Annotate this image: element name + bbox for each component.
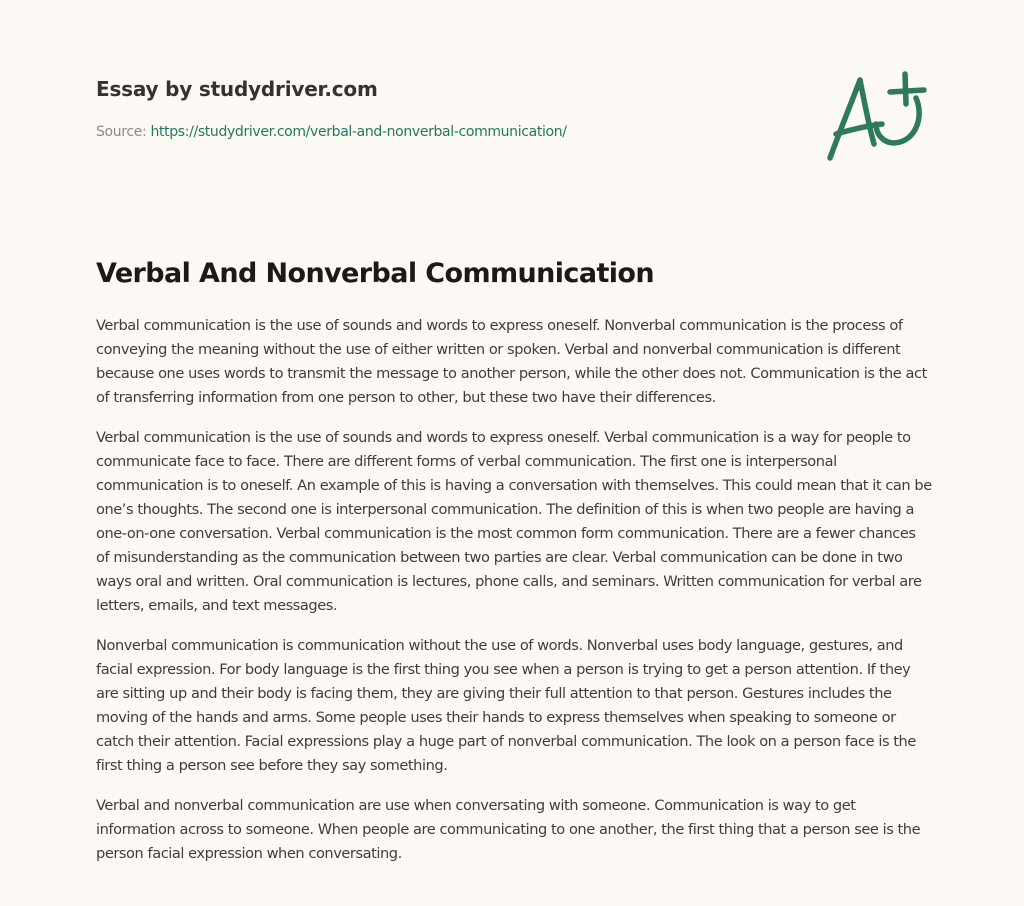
article-body [96, 314, 932, 882]
paragraph-4: Verbal and nonverbal communication are use when conversating with someone. Communication is way to get information across to someone. When people are communicating to one another, the first thing that a person see is the person facial expression when conversating. [96, 797, 921, 862]
paragraph-2: Verbal communication is the use of sounds and words to express oneself. Verbal communication is a way for people to communicate face to face. There are different forms of verbal communication. The first one is interpersonal communication is to oneself. An example of this is having a conversation with themselves. This could mean that it can be one’s thoughts. The second one is interpersonal communication. The definition of this is when two people are having a one-on-one conversation. Verbal communication is the most common form communication. There are a fewer chances of misunderstanding as the communication between two parties are clear. Verbal communication can be done in two ways oral and written. Oral communication is lectures, phone calls, and seminars. Written communication for verbal are letters, emails, and text messages. [96, 429, 932, 614]
paragraph-1: Verbal communication is the use of sounds and words to express oneself. Nonverbal communication is the process of conveying the meaning without the use of either written or spoken. Verbal and nonverbal communication is different because one uses words to transmit the message to another person, while the other does not. Communication is the act of transferring information from one person to other, but these two have their differences. [96, 317, 927, 406]
site-title: Essay by studydriver.com [96, 77, 378, 101]
source-label: Source: [96, 124, 147, 140]
article-title: Verbal And Nonverbal Communication [96, 258, 654, 289]
a-plus-grade-icon [820, 66, 930, 166]
source-link[interactable]: https://studydriver.com/verbal-and-nonverbal-communication/ [150, 124, 567, 140]
page-header [96, 74, 796, 142]
paragraph-3: Nonverbal communication is communication without the use of words. Nonverbal uses body language, gestures, and facial expression. For body language is the first thing you see when a person is trying to get a person attention. If they are sitting up and their body is facing them, they are giving their full attention to that person. Gestures includes the moving of the hands and arms. Some people uses their hands to express themselves when speaking to someone or catch their attention. Facial expressions play a huge part of nonverbal communication. The look on a person face is the first thing a person see before they say something. [96, 637, 916, 774]
source-line [96, 122, 796, 142]
